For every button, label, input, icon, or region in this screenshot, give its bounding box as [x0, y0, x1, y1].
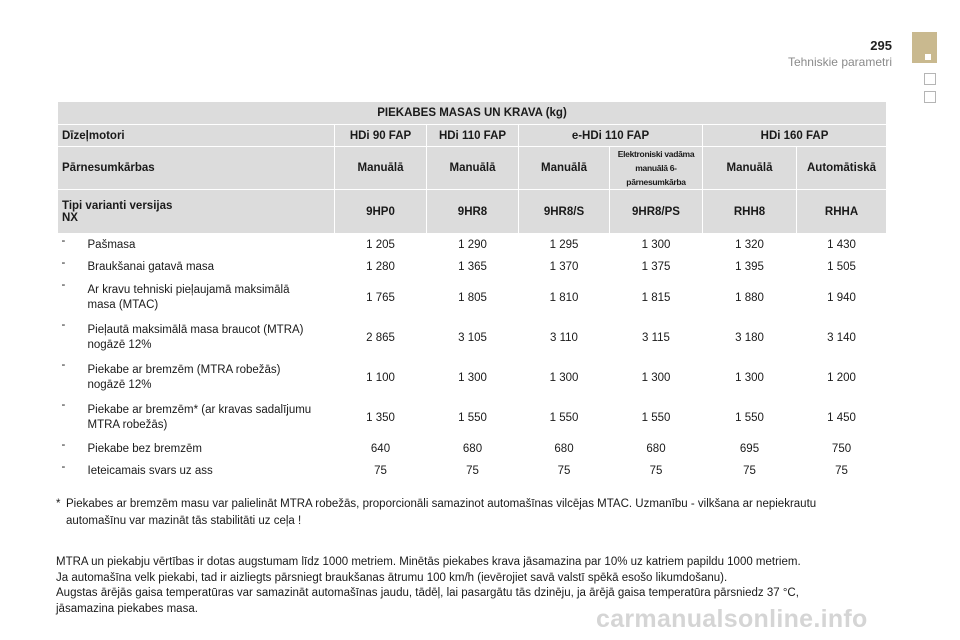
chapter-tab-dot [925, 54, 931, 60]
table-cell: 1 550 [458, 412, 487, 424]
table-cell: 2 865 [366, 332, 395, 344]
table-cell: 680 [646, 443, 666, 455]
type-header: 9HR8/S [519, 190, 610, 234]
transmission-header: Manuālā [427, 147, 519, 190]
table-cell: 680 [462, 443, 483, 455]
row-label: - Pašmasa [61, 235, 136, 251]
table-cell: 1 320 [735, 239, 764, 251]
paragraph-line: MTRA un piekabju vērtības ir dotas augstumam līdz 1000 metriem. Minētās piekabes krava jāsamazina par 10% uz katriem papildu 1000 metriem. [56, 556, 801, 568]
type-label-line: NX [62, 211, 78, 224]
table-row [58, 358, 887, 398]
chapter-tab-box [924, 91, 936, 103]
chapter-tab-active [912, 32, 937, 63]
row-label: - Ieteicamais svars uz ass [61, 461, 213, 477]
table-cell: 3 115 [642, 332, 670, 344]
table-cell: 3 105 [458, 332, 487, 344]
table-row [58, 234, 887, 257]
transmission-header-electronic [610, 147, 703, 190]
table-cell: 75 [374, 465, 387, 477]
engine-header: HDi 90 FAP [335, 125, 427, 147]
table-cell: 680 [554, 443, 574, 455]
table-cell: 1 370 [549, 261, 579, 273]
table-cell: 1 365 [458, 261, 487, 273]
table-cell: 1 550 [549, 412, 579, 424]
engine-label: Dīzeļmotori [58, 125, 335, 147]
page-number: 295 [870, 38, 892, 53]
table-title: PIEKABES MASAS UN KRAVA (kg) [58, 102, 887, 125]
table-cell: 695 [739, 443, 760, 455]
transmission-header: Automātiskā [797, 147, 887, 190]
table-row [58, 278, 887, 318]
engine-header: HDi 160 FAP [703, 125, 887, 147]
table-cell: 1 300 [735, 372, 764, 384]
table-cell: 1 300 [641, 372, 671, 384]
table-cell: 1 300 [458, 372, 487, 384]
table-cell: 1 880 [735, 292, 764, 304]
table-cell: 1 395 [735, 261, 764, 273]
table-cell: 1 300 [549, 372, 579, 384]
table-cell: 1 940 [827, 292, 856, 304]
paragraph-line: Augstas ārējās gaisa temperatūras var samazināt automašīnas jaudu, tādēļ, lai pasargātu tās dzinēju, ja ārējā gaisa temperatūra pārsniedz 37 °C, [56, 587, 799, 599]
table-cell: 1 765 [366, 292, 395, 304]
table-cell: 1 550 [641, 412, 671, 424]
table-cell: 750 [831, 443, 852, 455]
type-header: 9HP0 [335, 190, 427, 234]
towing-mass-table [57, 101, 887, 482]
transmission-electronic-line: Elektroniski vadāma [617, 149, 695, 159]
paragraph-line: jāsamazina piekabes masa. [56, 602, 198, 615]
engine-header: e-HDi 110 FAP [519, 125, 703, 147]
table-cell: 3 140 [827, 332, 856, 344]
engine-header: HDi 110 FAP [427, 125, 519, 147]
type-label-line: Tipi varianti versijas [62, 199, 173, 212]
table-row [58, 460, 887, 482]
table-cell: 1 815 [641, 292, 671, 304]
footnote-line: automašīnu var mazināt tās stabilitāti uz ceļa ! [66, 515, 302, 527]
table-cell: 1 430 [827, 239, 856, 251]
table-cell: 640 [370, 443, 391, 455]
table-cell: 1 505 [827, 261, 856, 273]
table-cell: 1 280 [366, 261, 395, 273]
footnote [56, 496, 886, 530]
transmission-header: Manuālā [335, 147, 427, 190]
table-row [58, 256, 887, 278]
transmission-electronic-line: manuālā 6-pārnesumkārba [626, 163, 686, 187]
table-cell: 3 110 [550, 332, 578, 344]
table-cell: 75 [466, 465, 479, 477]
row-label: - Piekabe bez bremzēm [61, 439, 202, 455]
watermark: carmanualsonline.info [596, 605, 868, 633]
table-cell: 3 180 [735, 332, 764, 344]
row-label: - Piekabe ar bremzēm* (ar kravas sadalījumu MTRA robežās) [61, 399, 312, 431]
table-cell: 1 290 [458, 239, 487, 251]
table-cell: 1 805 [458, 292, 487, 304]
table-row [58, 318, 887, 358]
table-cell: 1 200 [827, 372, 856, 384]
row-label: - Pieļautā maksimālā masa braucot (MTRA) nogāzē 12% [61, 319, 304, 351]
table-cell: 1 350 [366, 412, 395, 424]
transmission-header: Manuālā [703, 147, 797, 190]
table-cell: 1 450 [827, 412, 856, 424]
table-cell: 1 810 [549, 292, 579, 304]
table-cell: 75 [557, 465, 571, 477]
table-cell: 75 [743, 465, 756, 477]
type-header: RHH8 [703, 190, 797, 234]
table-cell: 75 [835, 465, 848, 477]
table-row [58, 438, 887, 460]
footnote-marker: * [56, 498, 61, 510]
chapter-tab-box [924, 73, 936, 85]
table-cell: 1 100 [366, 372, 395, 384]
row-label: - Ar kravu tehniski pieļaujamā maksimālā masa (MTAC) [61, 279, 290, 311]
table-cell: 1 375 [641, 261, 671, 273]
transmission-label: Pārnesumkārbas [58, 147, 335, 190]
type-header: 9HR8 [427, 190, 519, 234]
row-label: - Piekabe ar bremzēm (MTRA robežās) nogāzē 12% [61, 359, 281, 391]
transmission-header: Manuālā [519, 147, 610, 190]
type-label [58, 190, 335, 234]
paragraph-line: Ja automašīna velk piekabi, tad ir aizliegts pārsniegt braukšanas ātrumu 100 km/h (ievērojiet savā valstī spēkā esošo likumdošanu). [56, 571, 728, 584]
table-cell: 1 550 [735, 412, 764, 424]
footnote-line: Piekabes ar bremzēm masu var palielināt MTRA robežās, proporcionāli samazinot automašīnas vilcējas MTAC. Uzmanību - vilkšana ar nepiekrautu [66, 498, 817, 510]
table-row [58, 398, 887, 438]
table-cell: 1 295 [549, 239, 579, 251]
section-title: Tehniskie parametri [787, 55, 892, 69]
table-cell: 75 [649, 465, 663, 477]
row-label: - Braukšanai gatavā masa [61, 257, 215, 273]
table-cell: 1 300 [641, 239, 671, 251]
table-cell: 1 205 [366, 239, 395, 251]
type-header: RHHA [797, 190, 887, 234]
type-header: 9HR8/PS [610, 190, 703, 234]
